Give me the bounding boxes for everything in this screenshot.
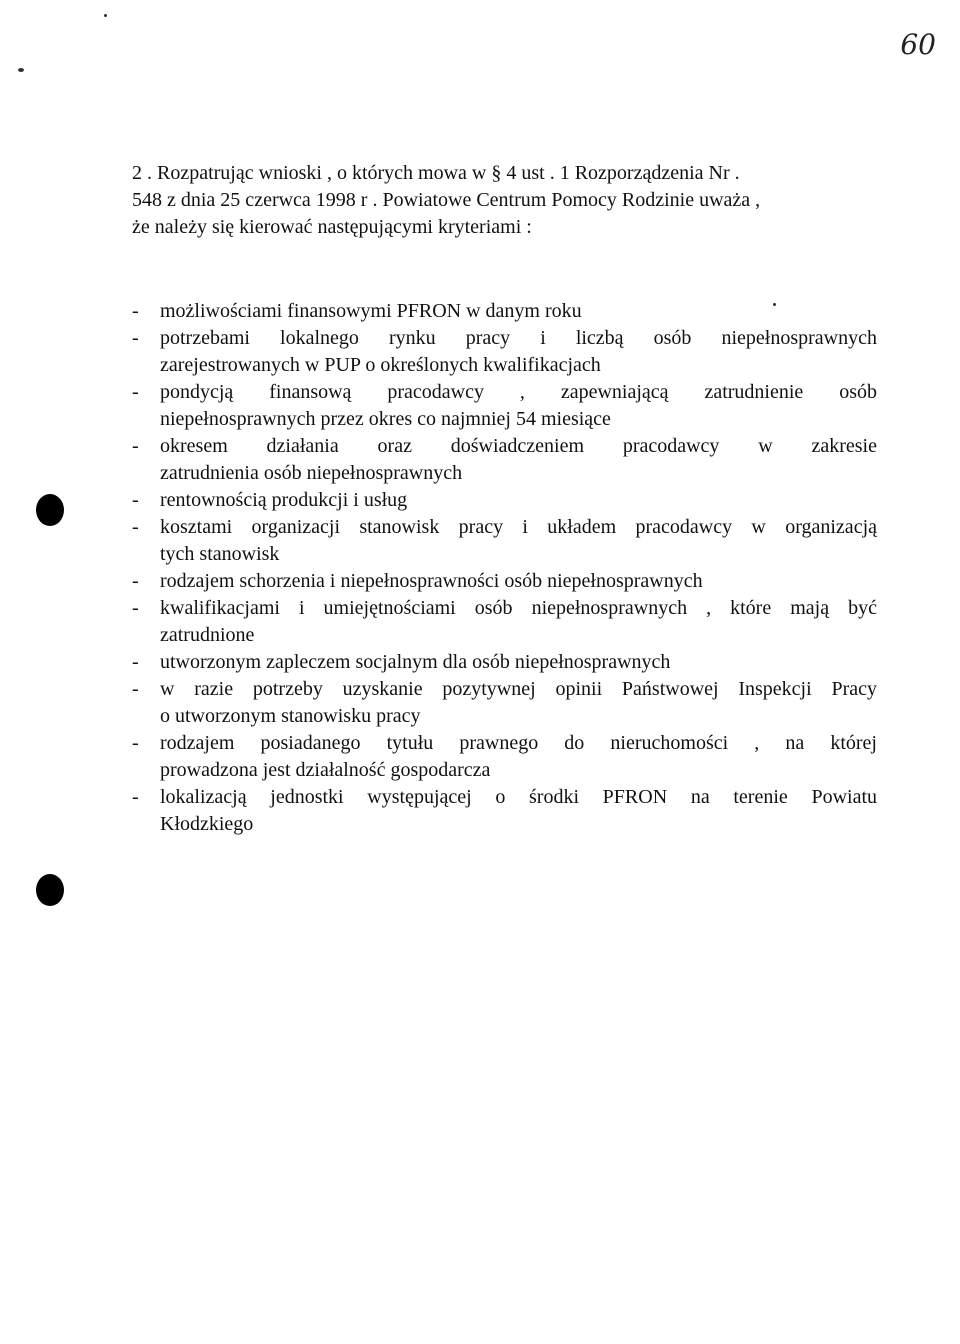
list-dash: -: [132, 651, 139, 673]
criteria-line: potrzebami lokalnego rynku pracy i liczbą osób niepełnosprawnych: [160, 327, 877, 349]
criteria-item: [132, 325, 877, 379]
scan-speck: [104, 14, 107, 17]
scan-speck: [18, 68, 24, 72]
criteria-line: rodzajem schorzenia i niepełnosprawności osób niepełnosprawnych: [160, 570, 703, 592]
criteria-line: kosztami organizacji stanowisk pracy i układem pracodawcy w organizacją: [160, 516, 877, 538]
list-dash: -: [132, 786, 139, 808]
criteria-line: tych stanowisk: [160, 543, 280, 565]
criteria-item: [132, 676, 877, 730]
criteria-line: lokalizacją jednostki występującej o środki PFRON na terenie Powiatu: [160, 786, 877, 808]
list-dash: -: [132, 327, 139, 349]
criteria-line: rodzajem posiadanego tytułu prawnego do nieruchomości , na której: [160, 732, 877, 754]
list-dash: -: [132, 678, 139, 700]
criteria-item: [132, 784, 877, 838]
punch-hole: [36, 494, 64, 526]
criteria-line: zarejestrowanych w PUP o określonych kwalifikacjach: [160, 354, 601, 376]
criteria-item: [132, 595, 877, 649]
criteria-line: zatrudnione: [160, 624, 255, 646]
criteria-line: utworzonym zapleczem socjalnym dla osób niepełnosprawnych: [160, 651, 671, 673]
intro-line: 2 . Rozpatrując wnioski , o których mowa w § 4 ust . 1 Rozporządzenia Nr .: [132, 162, 740, 184]
intro-line: że należy się kierować następującymi kryteriami :: [132, 216, 532, 238]
criteria-item: [132, 514, 877, 568]
list-dash: -: [132, 300, 139, 322]
list-dash: -: [132, 570, 139, 592]
list-dash: -: [132, 732, 139, 754]
list-dash: -: [132, 516, 139, 538]
page-number: 60: [900, 28, 936, 61]
criteria-line: o utworzonym stanowisku pracy: [160, 705, 421, 727]
criteria-line: prowadzona jest działalność gospodarcza: [160, 759, 491, 781]
criteria-line: okresem działania oraz doświadczeniem pracodawcy w zakresie: [160, 435, 877, 457]
criteria-item: [132, 649, 877, 676]
criteria-item: [132, 433, 877, 487]
criteria-line: kwalifikacjami i umiejętnościami osób niepełnosprawnych , które mają być: [160, 597, 877, 619]
list-dash: -: [132, 489, 139, 511]
criteria-line: możliwościami finansowymi PFRON w danym roku: [160, 300, 582, 322]
list-dash: -: [132, 435, 139, 457]
criteria-item: [132, 298, 877, 325]
criteria-item: [132, 568, 877, 595]
criteria-item: [132, 730, 877, 784]
criteria-item: [132, 487, 877, 514]
list-dash: -: [132, 597, 139, 619]
criteria-line: w razie potrzeby uzyskanie pozytywnej opinii Państwowej Inspekcji Pracy: [160, 678, 877, 700]
criteria-item: [132, 379, 877, 433]
intro-line: 548 z dnia 25 czerwca 1998 r . Powiatowe Centrum Pomocy Rodzinie uważa ,: [132, 189, 761, 211]
criteria-list: [132, 298, 877, 838]
criteria-line: Kłodzkiego: [160, 813, 254, 835]
intro-paragraph: [132, 160, 877, 241]
criteria-line: rentownością produkcji i usług: [160, 489, 408, 511]
list-dash: -: [132, 381, 139, 403]
criteria-line: pondycją finansową pracodawcy , zapewniającą zatrudnienie osób: [160, 381, 877, 403]
criteria-line: zatrudnienia osób niepełnosprawnych: [160, 462, 463, 484]
punch-hole: [36, 874, 64, 906]
criteria-line: niepełnosprawnych przez okres co najmniej 54 miesiące: [160, 408, 611, 430]
